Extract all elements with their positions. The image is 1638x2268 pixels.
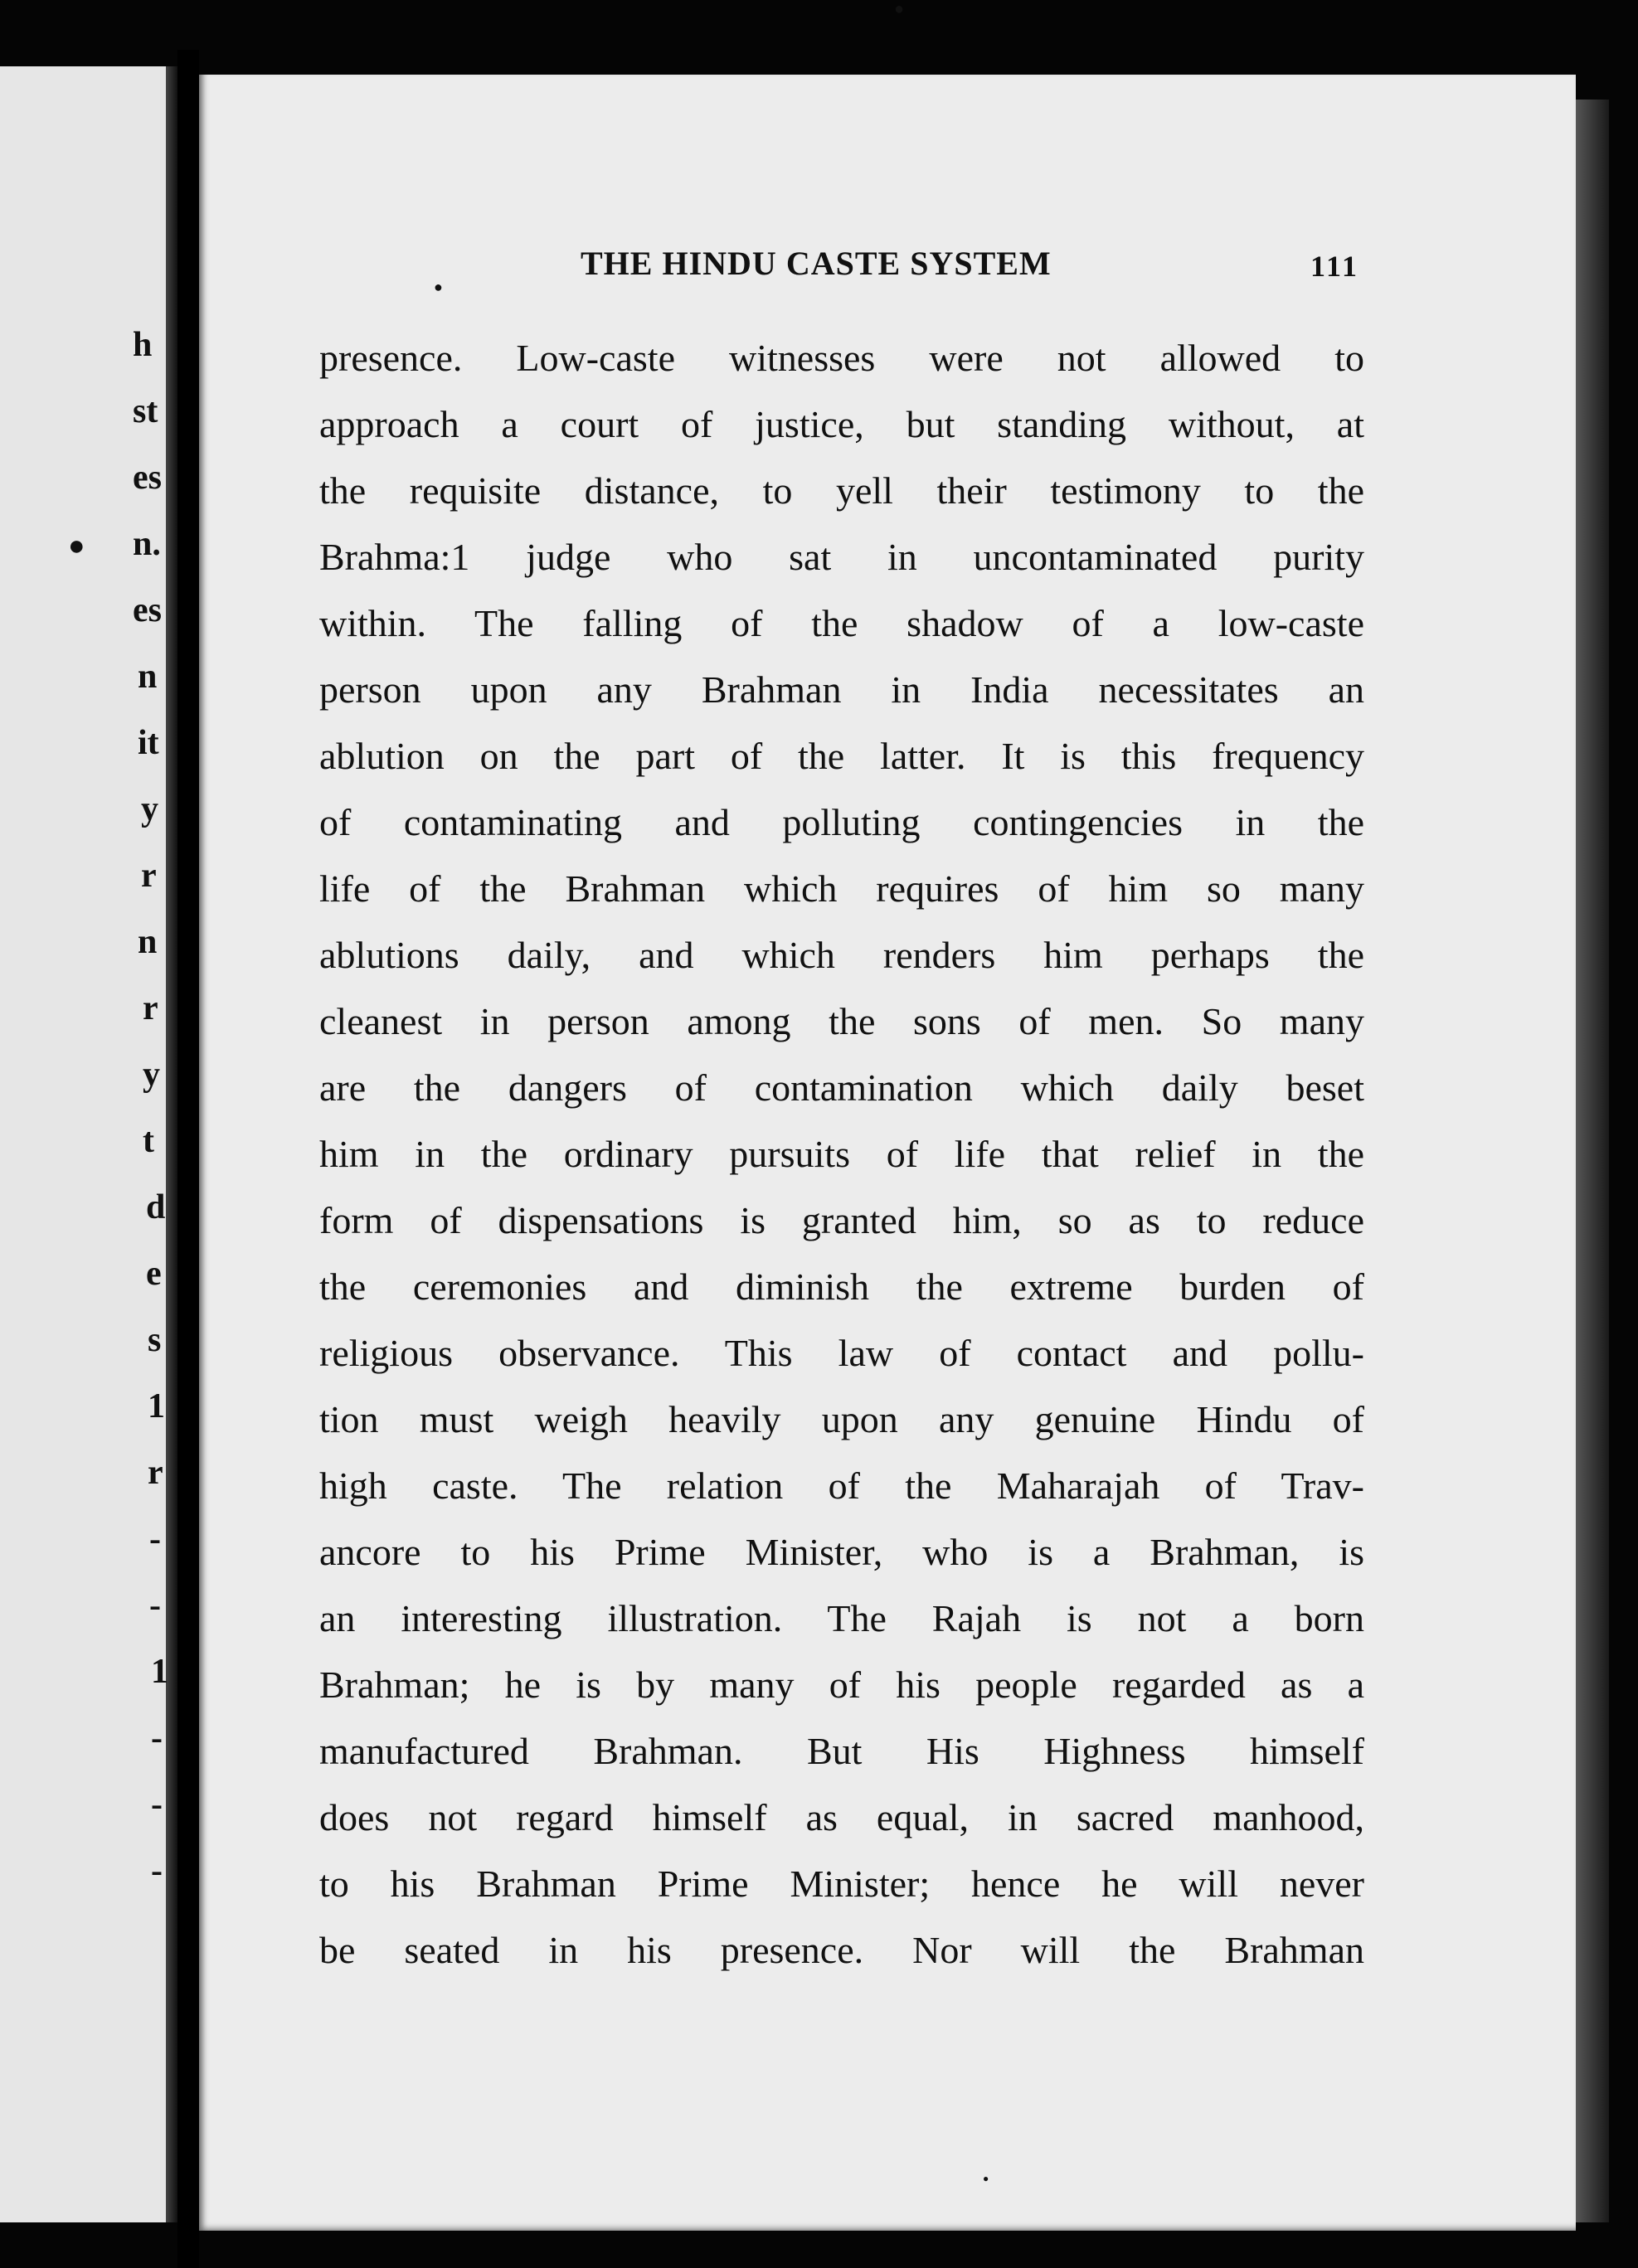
text-line: of contaminating and polluting contingencies in the xyxy=(319,801,1364,843)
text-line: presence. Low-caste witnesses were not allowed to xyxy=(319,337,1364,379)
left-fragment: r xyxy=(143,989,158,1027)
text-line: religious observance. This law of contact and pollu- xyxy=(319,1332,1364,1374)
page-number: 111 xyxy=(1310,250,1360,283)
text-line: ancore to his Prime Minister, who is a Brahman, is xyxy=(319,1531,1364,1573)
text-line: does not regard himself as equal, in sacred manhood, xyxy=(319,1796,1364,1838)
left-fragment: it xyxy=(138,724,159,762)
left-fragment: 1 xyxy=(151,1653,168,1691)
left-fragment: e xyxy=(146,1255,162,1293)
left-fragment: y xyxy=(141,790,158,828)
left-page xyxy=(0,66,166,2222)
scan-speck-mark: ● xyxy=(434,279,443,295)
left-fragment: es xyxy=(133,591,162,629)
text-line: an interesting illustration. The Rajah is not a born xyxy=(319,1597,1364,1639)
scan-speck-mark: ● xyxy=(68,531,85,561)
text-line: Brahma:1 judge who sat in uncontaminated purity xyxy=(319,536,1364,578)
left-fragment: - xyxy=(149,1586,161,1625)
left-fragment: st xyxy=(133,392,158,430)
right-page-edge xyxy=(1576,100,1609,2222)
book-gutter xyxy=(177,50,199,2268)
left-fragment: s xyxy=(148,1321,162,1359)
text-line: ablutions daily, and which renders him perhaps the xyxy=(319,934,1364,976)
left-fragment: es xyxy=(133,459,162,497)
text-line: life of the Brahman which requires of him so many xyxy=(319,867,1364,910)
text-line: the requisite distance, to yell their testimony to the xyxy=(319,469,1364,512)
text-line: approach a court of justice, but standing without, at xyxy=(319,403,1364,445)
left-fragment: n xyxy=(138,658,158,696)
text-line: are the dangers of contamination which daily beset xyxy=(319,1066,1364,1109)
left-fragment: n. xyxy=(133,525,161,563)
running-head: THE HINDU CASTE SYSTEM xyxy=(581,245,1052,282)
left-fragment: t xyxy=(143,1122,154,1160)
left-fragment: - xyxy=(151,1785,163,1824)
body-text xyxy=(319,325,1364,1984)
left-fragment: d xyxy=(146,1188,166,1226)
text-line: high caste. The relation of the Maharajah of Trav- xyxy=(319,1464,1364,1507)
text-line: form of dispensations is granted him, so as to reduce xyxy=(319,1199,1364,1241)
text-line: the ceremonies and diminish the extreme burden of xyxy=(319,1265,1364,1308)
left-page-edge xyxy=(166,66,177,2222)
text-line: person upon any Brahman in India necessitates an xyxy=(319,668,1364,711)
text-line: to his Brahman Prime Minister; hence he will never xyxy=(319,1862,1364,1905)
text-line: him in the ordinary pursuits of life that relief in the xyxy=(319,1133,1364,1175)
text-line: within. The falling of the shadow of a low-caste xyxy=(319,602,1364,644)
text-line: Brahman; he is by many of his people regarded as a xyxy=(319,1663,1364,1706)
left-fragment: 1 xyxy=(148,1387,165,1425)
left-fragment: n xyxy=(138,923,158,961)
left-fragment: - xyxy=(149,1520,161,1558)
left-fragment: y xyxy=(143,1056,160,1094)
text-line: be seated in his presence. Nor will the Brahman xyxy=(319,1929,1364,1971)
text-line: ablution on the part of the latter. It is this frequency xyxy=(319,735,1364,777)
scan-speck-mark: ● xyxy=(983,2173,989,2184)
text-line: manufactured Brahman. But His Highness himself xyxy=(319,1730,1364,1772)
scan-speck-mark: ● xyxy=(894,0,905,18)
left-fragment: h xyxy=(133,326,153,364)
left-fragment: - xyxy=(151,1719,163,1757)
text-line: tion must weigh heavily upon any genuine Hindu of xyxy=(319,1398,1364,1440)
left-fragment: - xyxy=(151,1852,163,1890)
left-fragment: r xyxy=(148,1454,163,1492)
left-fragment: r xyxy=(141,857,157,895)
text-line: cleanest in person among the sons of men. So many xyxy=(319,1000,1364,1042)
